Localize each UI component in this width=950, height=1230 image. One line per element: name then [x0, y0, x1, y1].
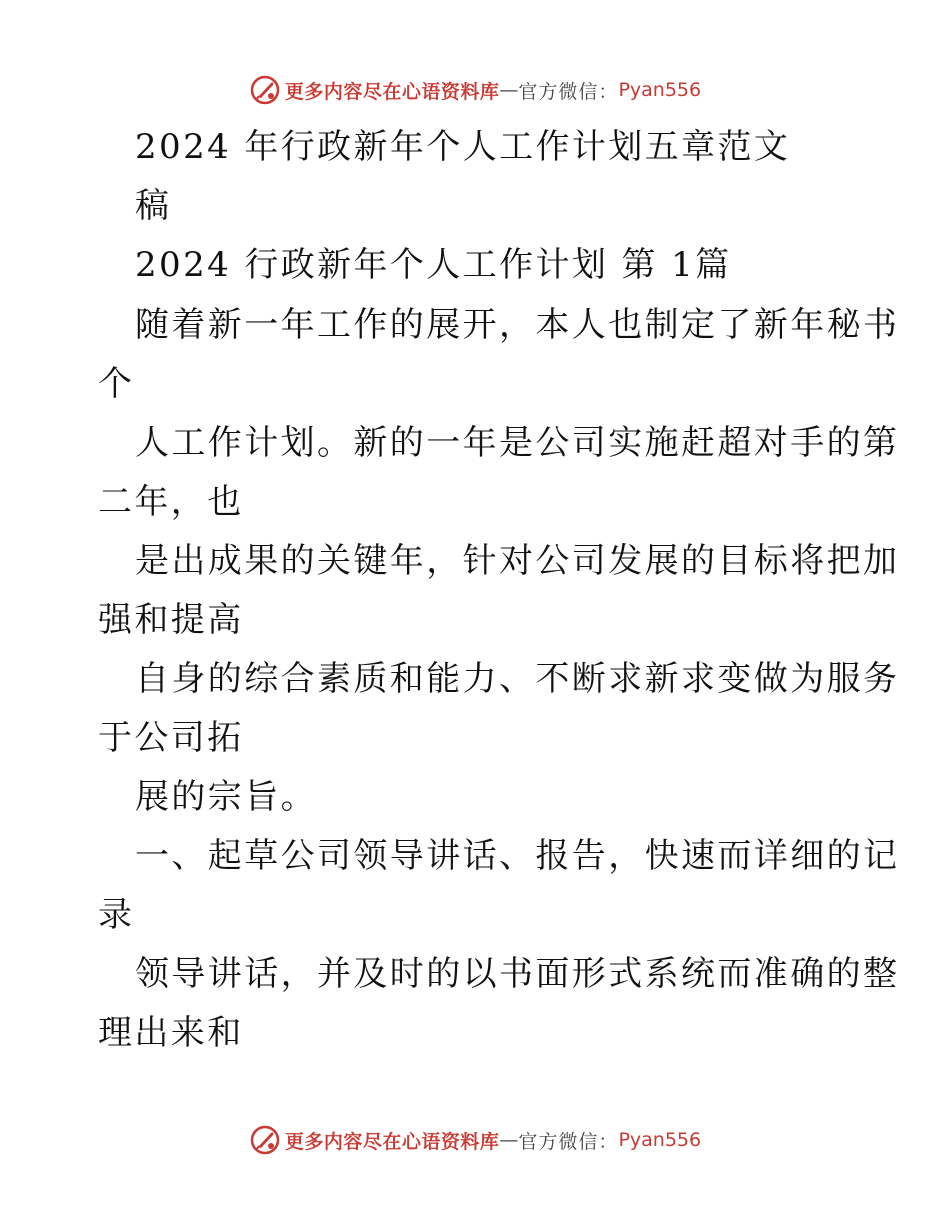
banner-main-text: 更多内容尽在心语资料库	[284, 80, 500, 103]
paragraph-line: 随着新一年工作的展开，本人也制定了新年秘书	[135, 305, 900, 345]
paragraph-line: 录	[98, 895, 135, 935]
feather-pen-logo-icon	[249, 74, 281, 106]
banner-contact-label: 官方微信：	[518, 1130, 619, 1153]
paragraph-line: 展的宗旨。	[135, 777, 317, 817]
banner-contact-id: Pyan556	[618, 79, 702, 101]
banner-separator: —	[499, 79, 519, 101]
paragraph-line: 强和提高	[98, 600, 244, 640]
header-banner	[0, 70, 950, 110]
paragraph-line: 于公司拓	[98, 718, 244, 758]
paragraph-line: 理出来和	[98, 1013, 244, 1053]
footer-banner	[0, 1120, 950, 1160]
paragraph-line: 自身的综合素质和能力、不断求新求变做为服务	[135, 659, 900, 699]
document-title: 2024 年行政新年个人工作计划五章范文	[135, 127, 791, 167]
paragraph-line: 领导讲话，并及时的以书面形式系统而准确的整	[135, 954, 900, 994]
document-title-continued: 稿	[135, 186, 172, 226]
banner-separator: —	[499, 1129, 519, 1151]
paragraph-line: 个	[98, 364, 135, 404]
paragraph-line: 人工作计划。新的一年是公司实施赶超对手的第	[135, 423, 900, 463]
paragraph-line: 二年，也	[98, 482, 244, 522]
feather-pen-logo-icon	[249, 1124, 281, 1156]
banner-contact-id: Pyan556	[618, 1129, 702, 1151]
document-subtitle: 2024 行政新年个人工作计划 第 1篇	[135, 245, 732, 285]
paragraph-line: 是出成果的关键年，针对公司发展的目标将把加	[135, 541, 900, 581]
banner-main-text: 更多内容尽在心语资料库	[284, 1130, 500, 1153]
section-heading-line: 一、起草公司领导讲话、报告，快速而详细的记	[135, 836, 900, 876]
banner-contact-label: 官方微信：	[518, 80, 619, 103]
